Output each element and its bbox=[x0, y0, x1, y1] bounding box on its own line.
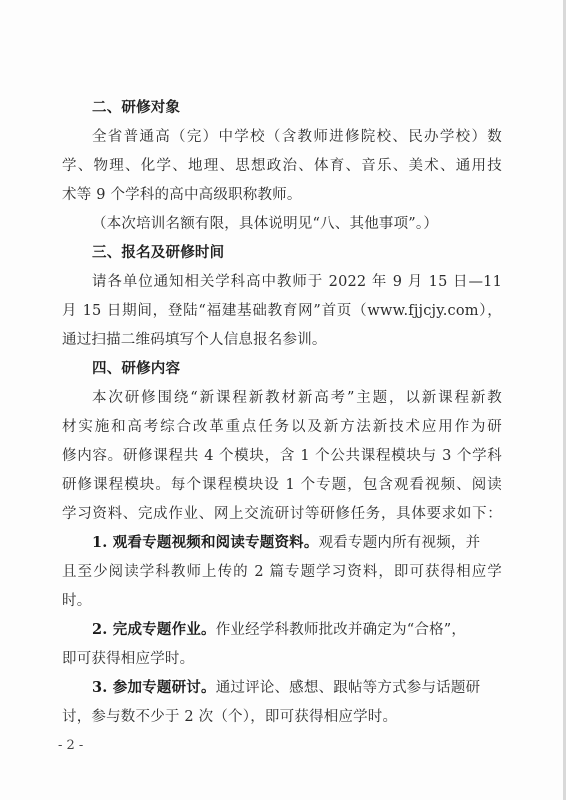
requirement-title: 3. 参加专题研讨。 bbox=[92, 679, 216, 696]
paragraph-line: 全省普通高（完）中学校（含教师进修院校、民办学校）数 bbox=[92, 129, 502, 145]
paragraph-line: 研修课程模块。每个课程模块设 1 个专题，包含观看视频、阅读 bbox=[62, 477, 502, 493]
paragraph-line: 学、物理、化学、地理、思想政治、体育、音乐、美术、通用技 bbox=[62, 158, 502, 174]
requirement-item-2 bbox=[92, 620, 502, 640]
paragraph-line: 讨，参与数不少于 2 次（个），即可获得相应学时。 bbox=[62, 709, 398, 725]
paragraph-line: 通过扫描二维码填写个人信息报名参训。 bbox=[62, 332, 327, 348]
section-heading-content: 四、研修内容 bbox=[92, 361, 181, 377]
paragraph-line: 月 15 日期间，登陆“福建基础教育网”首页（www.fjjcjy.com）， bbox=[62, 303, 502, 319]
paragraph-line: 时。 bbox=[62, 593, 92, 609]
section-heading-registration: 三、报名及研修时间 bbox=[92, 245, 225, 261]
requirement-title: 2. 完成专题作业。 bbox=[92, 621, 216, 638]
requirement-text: 通过评论、感想、跟帖等方式参与话题研 bbox=[215, 680, 481, 696]
page-number: - 2 - bbox=[58, 738, 84, 753]
requirement-item-3 bbox=[92, 678, 502, 698]
paragraph-line: 学习资料、完成作业、网上交流研讨等研修任务，具体要求如下： bbox=[62, 506, 502, 522]
requirement-text: 作业经学科教师批改并确定为“合格”， bbox=[215, 622, 467, 638]
paragraph-line: 修内容。研修课程共 4 个模块，含 1 个公共课程模块与 3 个学科 bbox=[62, 448, 502, 464]
paragraph-note: （本次培训名额有限，具体说明见“八、其他事项”。） bbox=[92, 216, 439, 232]
requirement-item-1 bbox=[92, 533, 502, 553]
requirement-title: 1. 观看专题视频和阅读专题资料。 bbox=[92, 534, 319, 551]
requirement-text: 观看专题内所有视频，并 bbox=[318, 535, 481, 551]
paragraph-line: 且至少阅读学科教师上传的 2 篇专题学习资料，即可获得相应学 bbox=[62, 564, 502, 580]
section-heading-targets: 二、研修对象 bbox=[92, 100, 181, 116]
paragraph-line: 术等 9 个学科的高中高级职称教师。 bbox=[62, 187, 302, 203]
paragraph-line: 材实施和高考综合改革重点任务以及新方法新技术应用作为研 bbox=[62, 419, 502, 435]
paragraph-line: 即可获得相应学时。 bbox=[62, 651, 195, 667]
paragraph-line: 本次研修围绕“新课程新教材新高考”主题，以新课程新教 bbox=[92, 390, 502, 406]
paragraph-line: 请各单位通知相关学科高中教师于 2022 年 9 月 15 日—11 bbox=[92, 274, 502, 290]
